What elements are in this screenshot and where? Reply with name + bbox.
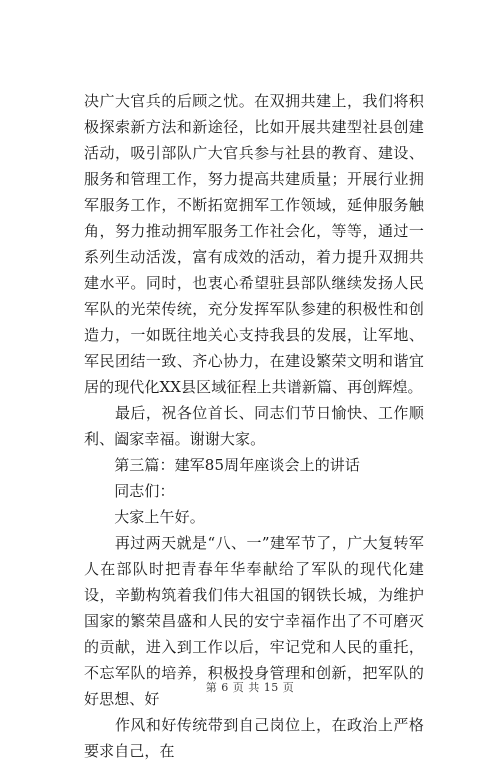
paragraph-army-day: 再过两天就是“八、一”建军节了，广大复转军人在部队时把青春年华奉献给了军队的现代化建设，辛勤构筑着我们伟大祖国的钢铁长城，为维护国家的繁荣昌盛和人民的安宁幸福作出了不可磨灭的贡献，进入到工作以后，牢记党和人民的重托，不忘军队的培养，积极投身管理和创新，把军队的好思想、好	[84, 534, 424, 708]
page-number-footer: 第 6 页 共 15 页	[205, 681, 295, 694]
section-heading: 第三篇：建军85周年座谈会上的讲话	[84, 456, 360, 474]
paragraph-closing-wishes: 最后，祝各位首长、同志们节日愉快、工作顺利、阖家幸福。谢谢大家。	[84, 404, 424, 448]
salutation: 同志们：	[84, 482, 175, 500]
document-body	[84, 88, 424, 764]
greeting: 大家上午好。	[84, 508, 205, 526]
paragraph-double-support: 决广大官兵的后顾之忧。在双拥共建上，我们将积极探索新方法和新途径，比如开展共建型社县创建活动，吸引部队广大官兵参与社县的教育、建设、服务和管理工作，努力提高共建质量；开展行业拥军服务工作，不断拓宽拥军工作领域，延伸服务触角，努力推动拥军服务工作社会化，等等，通过一系列生动活泼，富有成效的活动，着力提升双拥共建水平。同时，也衷心希望驻县部队继续发扬人民军队的光荣传统，充分发挥军队参建的积极性和创造力，一如既往地关心支持我县的发展，让军地、军民团结一致、齐心协力，在建设繁荣文明和谐宜居的现代化XX县区域征程上共谱新篇、再创辉煌。	[84, 92, 424, 396]
paragraph-continuation: 作风和好传统带到自己岗位上，在政治上严格要求自己，在	[84, 716, 424, 760]
